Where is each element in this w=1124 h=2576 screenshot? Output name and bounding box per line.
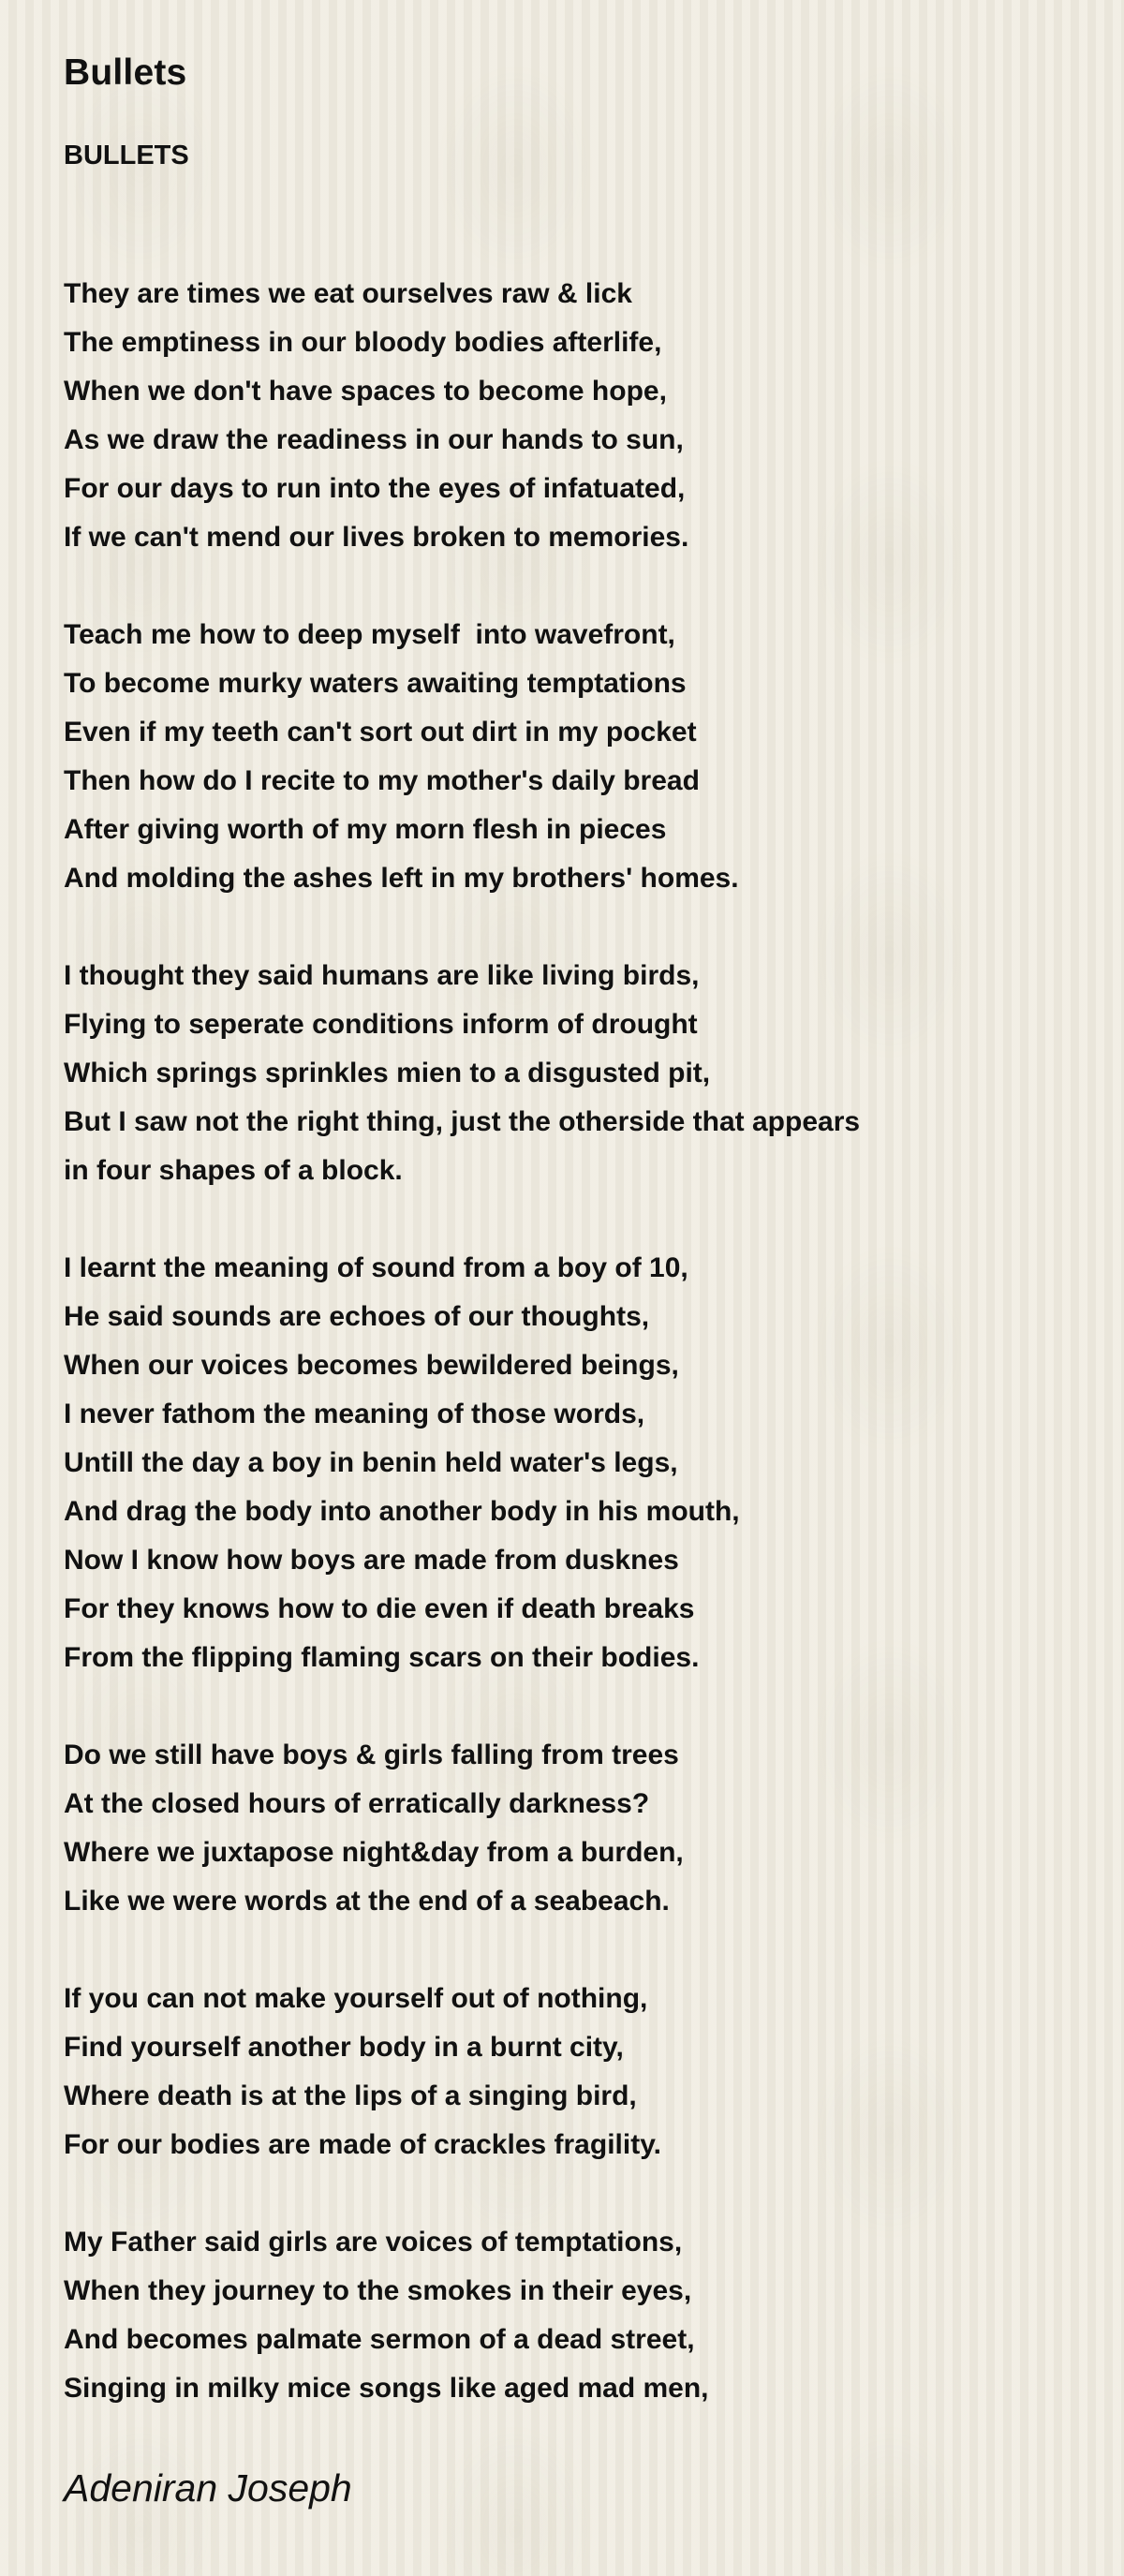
poem-line: For our days to run into the eyes of infatuated, [64,473,686,504]
poem-line: If you can not make yourself out of nothing, [64,1983,648,2014]
poem-stanza [64,1244,1124,1682]
poem-line: Where we juxtapose night&day from a burden, [64,1837,684,1868]
poem-line: And becomes palmate sermon of a dead street, [64,2324,695,2355]
poem-line: Do we still have boys & girls falling from trees [64,1740,679,1770]
poem-line: Even if my teeth can't sort out dirt in my pocket [64,717,697,748]
poem-stanza [64,1975,1124,2169]
poem-line: Where death is at the lips of a singing bird, [64,2080,637,2111]
poem-line: Teach me how to deep myself into wavefront, [64,619,675,650]
poem-line: The emptiness in our bloody bodies afterlife, [64,327,662,358]
poem-line: I thought they said humans are like living birds, [64,960,700,991]
poem-line: Flying to seperate conditions inform of drought [64,1009,698,1040]
poem-line: Singing in milky mice songs like aged mad men, [64,2373,709,2404]
poem-line: Like we were words at the end of a seabeach. [64,1886,670,1917]
poem-line: For our bodies are made of crackles fragility. [64,2129,661,2160]
poem-body [64,270,1124,2413]
poem-line: From the flipping flaming scars on their bodies. [64,1642,700,1673]
poem-author: Adeniran Joseph [64,2466,352,2509]
poem-stanza [64,611,1124,903]
poem-line: Now I know how boys are made from dusknes [64,1545,679,1576]
poem-line: I never fathom the meaning of those words, [64,1399,645,1429]
poem-line: When we don't have spaces to become hope, [64,376,667,407]
poem-line: If we can't mend our lives broken to memories. [64,522,689,553]
poem-stanza [64,952,1124,1195]
poem-line: When they journey to the smokes in their eyes, [64,2275,692,2306]
poem-line: For they knows how to die even if death breaks [64,1593,695,1624]
poem-line: He said sounds are echoes of our thoughts, [64,1301,650,1332]
poem-line: Untill the day a boy in benin held water's legs, [64,1447,678,1478]
poem-line: Find yourself another body in a burnt city, [64,2032,624,2063]
poem-line: When our voices becomes bewildered beings, [64,1350,679,1381]
poem-line: To become murky waters awaiting temptations [64,668,687,699]
poem-line: As we draw the readiness in our hands to sun, [64,424,684,455]
poem-line: Then how do I recite to my mother's daily bread [64,765,700,796]
poem-line: in four shapes of a block. [64,1155,403,1186]
poem-line: At the closed hours of erratically darkness? [64,1788,650,1819]
poem-line: After giving worth of my morn flesh in pieces [64,814,667,845]
poem-line: I learnt the meaning of sound from a boy of 10, [64,1252,688,1283]
poem-line: Which springs sprinkles mien to a disgusted pit, [64,1058,711,1088]
poem-title: Bullets [64,52,187,93]
poem-stanza [64,270,1124,562]
poem-line: They are times we eat ourselves raw & lick [64,278,632,309]
poem-line: And drag the body into another body in his mouth, [64,1496,740,1527]
poem-stanza [64,2218,1124,2413]
poem-stanza [64,1731,1124,1926]
poem-line: And molding the ashes left in my brothers' homes. [64,863,739,894]
poem-line: But I saw not the right thing, just the otherside that appears [64,1106,861,1137]
poem-line: My Father said girls are voices of temptations, [64,2227,683,2258]
poem-subtitle: BULLETS [64,141,189,170]
